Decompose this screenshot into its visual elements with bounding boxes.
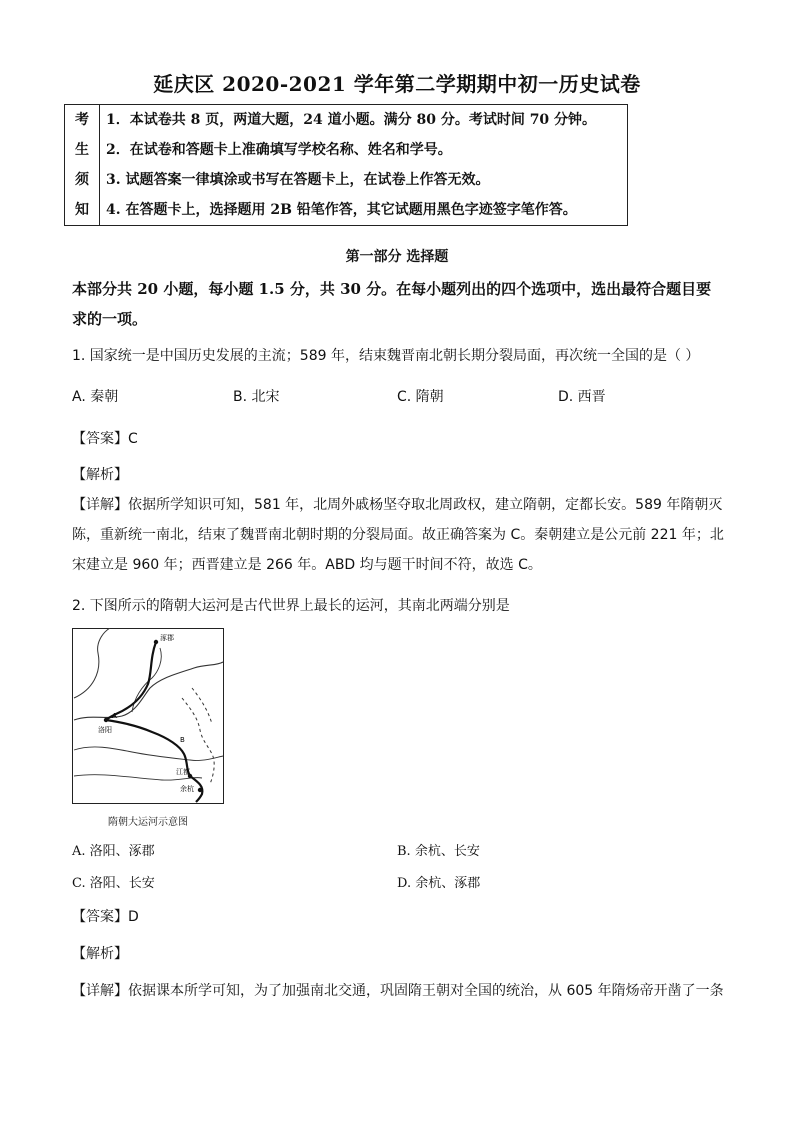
question-2-answer: 【答案】D bbox=[72, 909, 139, 925]
question-1-analysis-tag: 【解析】 bbox=[72, 467, 128, 483]
question-2-stem: 2. 下图所示的隋朝大运河是古代世界上最长的运河，其南北两端分别是 bbox=[72, 598, 510, 614]
question-2-option-c: C. 洛阳、长安 bbox=[72, 876, 155, 891]
yuhang-point bbox=[198, 788, 202, 792]
notice-label bbox=[65, 105, 100, 226]
question-1-answer: 【答案】C bbox=[72, 431, 138, 447]
notice-item: 1．本试卷共 8 页，两道大题，24 道小题。满分 80 分。考试时间 70 分钟。 bbox=[106, 112, 597, 128]
grand-canal-map bbox=[72, 628, 224, 804]
section-title: 第一部分 选择题 bbox=[345, 249, 449, 265]
section-intro: 本部分共 20 小题，每小题 1.5 分，共 30 分。在每小题列出的四个选项中，选出最符合题目要求的一项。 bbox=[72, 280, 712, 328]
label-jiangdu: 江都 bbox=[176, 768, 190, 776]
notice-items bbox=[100, 105, 628, 226]
question-1-stem: 1. 国家统一是中国历史发展的主流；589 年，结束魏晋南北朝长期分裂局面，再次统一全国的是（ ） bbox=[72, 348, 700, 364]
notice-label-char: 知 bbox=[75, 202, 89, 218]
question-2-option-d: D. 余杭、涿郡 bbox=[397, 876, 481, 891]
zhuojun-point bbox=[154, 640, 158, 644]
question-1-option-b: B. 北宋 bbox=[233, 389, 280, 405]
question-2-option-a: A. 洛阳、涿郡 bbox=[72, 844, 155, 859]
label-luoyang: 洛阳 bbox=[98, 726, 112, 734]
question-1-detail: 【详解】依据所学知识可知，581 年，北周外戚杨坚夺取北周政权，建立隋朝，定都长安。589 年隋朝灭陈，重新统一南北，结束了魏晋南北朝时期的分裂局面。故正确答案为 C。秦朝建立是公元前 221 年；北宋建立是 960 年；西晋建立是 266 年。ABD 均与题干时间不符，故选 C。 bbox=[72, 497, 724, 573]
notice-item: 3. 试题答案一律填涂或书写在答题卡上，在试卷上作答无效。 bbox=[106, 172, 490, 188]
map-caption: 隋朝大运河示意图 bbox=[108, 817, 188, 828]
notice-label-char: 生 bbox=[75, 142, 89, 158]
notice-item: 2．在试卷和答题卡上准确填写学校名称、姓名和学号。 bbox=[106, 142, 452, 158]
label-yuhang: 余杭 bbox=[180, 785, 194, 793]
question-2-option-b: B. 余杭、长安 bbox=[397, 844, 480, 859]
exam-notice-box bbox=[64, 104, 628, 226]
luoyang-point bbox=[104, 718, 108, 722]
question-1-option-d: D. 西晋 bbox=[558, 389, 606, 405]
label-b: B bbox=[180, 736, 185, 744]
map-frame bbox=[73, 629, 224, 804]
notice-item: 4. 在答题卡上，选择题用 2B 铅笔作答，其它试题用黑色字迹签字笔作答。 bbox=[106, 202, 577, 218]
question-2-detail: 【详解】依据课本所学可知，为了加强南北交通，巩固隋王朝对全国的统治，从 605 年隋炀帝开凿了一条 bbox=[72, 983, 724, 999]
exam-title: 延庆区 2020-2021 学年第二学期期中初一历史试卷 bbox=[153, 72, 641, 96]
notice-label-char: 考 bbox=[75, 112, 89, 128]
label-a: A bbox=[112, 712, 117, 720]
question-1-option-a: A. 秦朝 bbox=[72, 389, 119, 405]
question-2-analysis-tag: 【解析】 bbox=[72, 946, 128, 962]
label-zhuojun: 涿郡 bbox=[160, 634, 174, 642]
notice-label-char: 须 bbox=[75, 172, 89, 188]
question-1-option-c: C. 隋朝 bbox=[397, 389, 444, 405]
